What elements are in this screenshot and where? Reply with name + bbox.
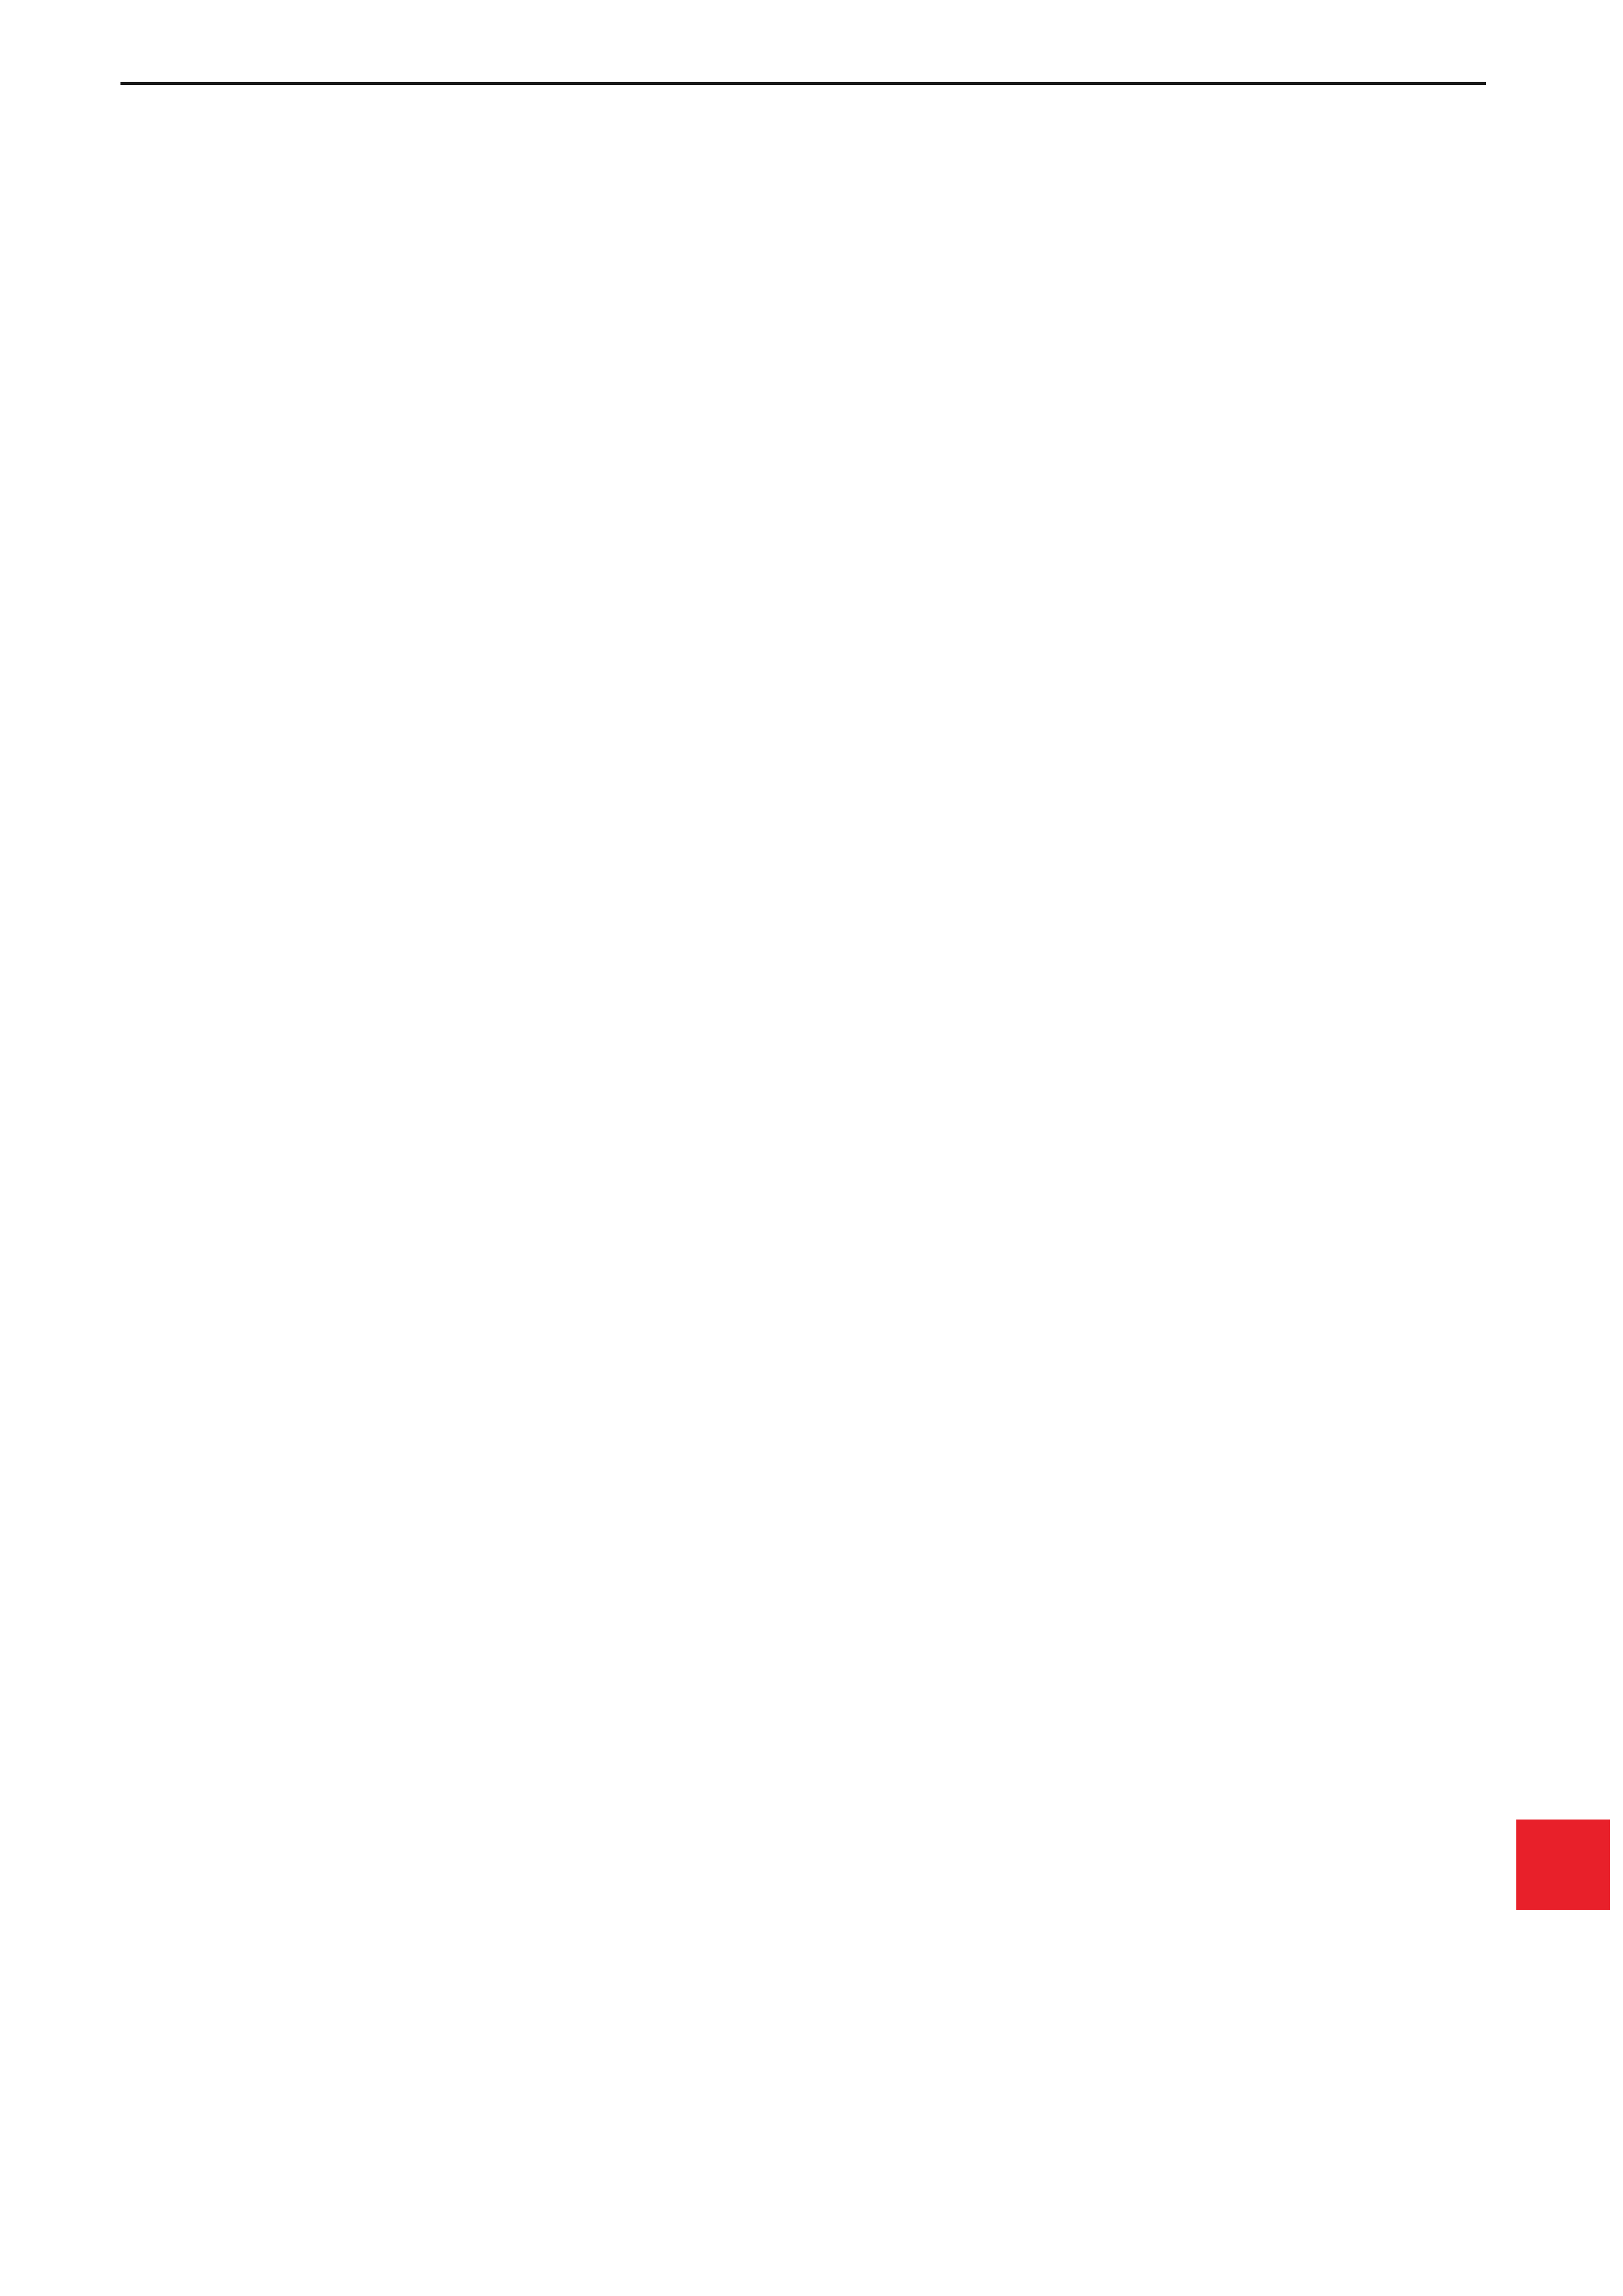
section-tab[interactable] (1516, 1820, 1610, 1910)
side-label (1539, 1676, 1584, 1806)
top-rule (120, 82, 1486, 85)
